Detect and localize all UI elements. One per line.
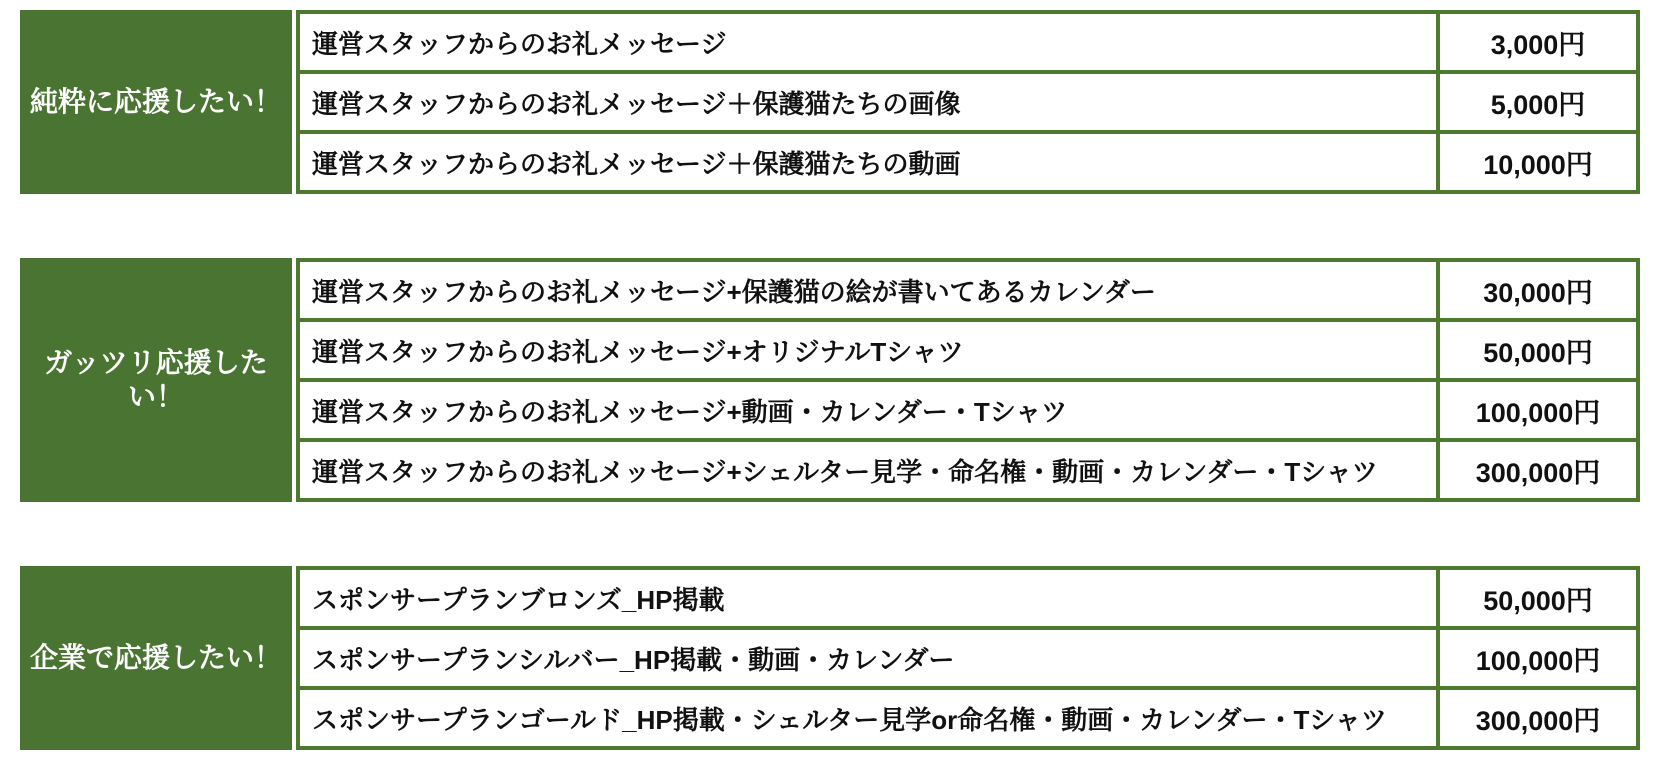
tier-label-cell <box>20 258 292 502</box>
tier-label-cell <box>20 566 292 750</box>
reward-description: 運営スタッフからのお礼メッセージ+オリジナルTシャツ <box>312 336 964 367</box>
reward-price: 300,000円 <box>1436 690 1636 746</box>
reward-rows <box>296 10 1640 194</box>
reward-rows <box>296 566 1640 750</box>
reward-price: 50,000円 <box>1436 570 1636 626</box>
tier-label: 企業で応援したい！ <box>29 642 282 674</box>
reward-row <box>296 438 1640 502</box>
reward-price: 50,000円 <box>1436 322 1636 378</box>
reward-price: 30,000円 <box>1436 262 1636 318</box>
reward-price: 300,000円 <box>1436 442 1636 498</box>
reward-description: 運営スタッフからのお礼メッセージ＋保護猫たちの動画 <box>312 148 961 179</box>
reward-description: スポンサープランブロンズ_HP掲載 <box>312 584 725 615</box>
reward-price: 10,000円 <box>1436 134 1636 190</box>
reward-row <box>296 10 1640 74</box>
reward-rows <box>296 258 1640 502</box>
reward-price: 3,000円 <box>1436 14 1636 70</box>
reward-row <box>296 130 1640 194</box>
reward-description: 運営スタッフからのお礼メッセージ+動画・カレンダー・Tシャツ <box>312 396 1068 427</box>
reward-row <box>296 258 1640 322</box>
reward-row <box>296 686 1640 750</box>
reward-description: 運営スタッフからのお礼メッセージ+シェルター見学・命名権・動画・カレンダー・Tシャツ <box>312 456 1378 487</box>
reward-description: 運営スタッフからのお礼メッセージ+保護猫の絵が書いてあるカレンダー <box>312 276 1156 307</box>
reward-price: 5,000円 <box>1436 74 1636 130</box>
reward-description: スポンサープランゴールド_HP掲載・シェルター見学or命名権・動画・カレンダー・Tシャツ <box>312 704 1387 735</box>
tier-label-cell <box>20 10 292 194</box>
reward-description: 運営スタッフからのお礼メッセージ＋保護猫たちの画像 <box>312 88 961 119</box>
reward-row <box>296 318 1640 382</box>
reward-description: スポンサープランシルバー_HP掲載・動画・カレンダー <box>312 644 955 675</box>
reward-description: 運営スタッフからのお礼メッセージ <box>312 28 727 59</box>
reward-row <box>296 566 1640 630</box>
support-tier-table-heavy <box>20 258 1640 502</box>
reward-row <box>296 70 1640 134</box>
reward-price: 100,000円 <box>1436 630 1636 686</box>
tier-label: 純粋に応援したい！ <box>29 86 282 118</box>
reward-row <box>296 626 1640 690</box>
support-tier-table-personal <box>20 10 1640 194</box>
reward-row <box>296 378 1640 442</box>
support-tier-table-corporate <box>20 566 1640 750</box>
reward-price: 100,000円 <box>1436 382 1636 438</box>
tier-label: ガッツリ応援したい！ <box>44 347 268 412</box>
